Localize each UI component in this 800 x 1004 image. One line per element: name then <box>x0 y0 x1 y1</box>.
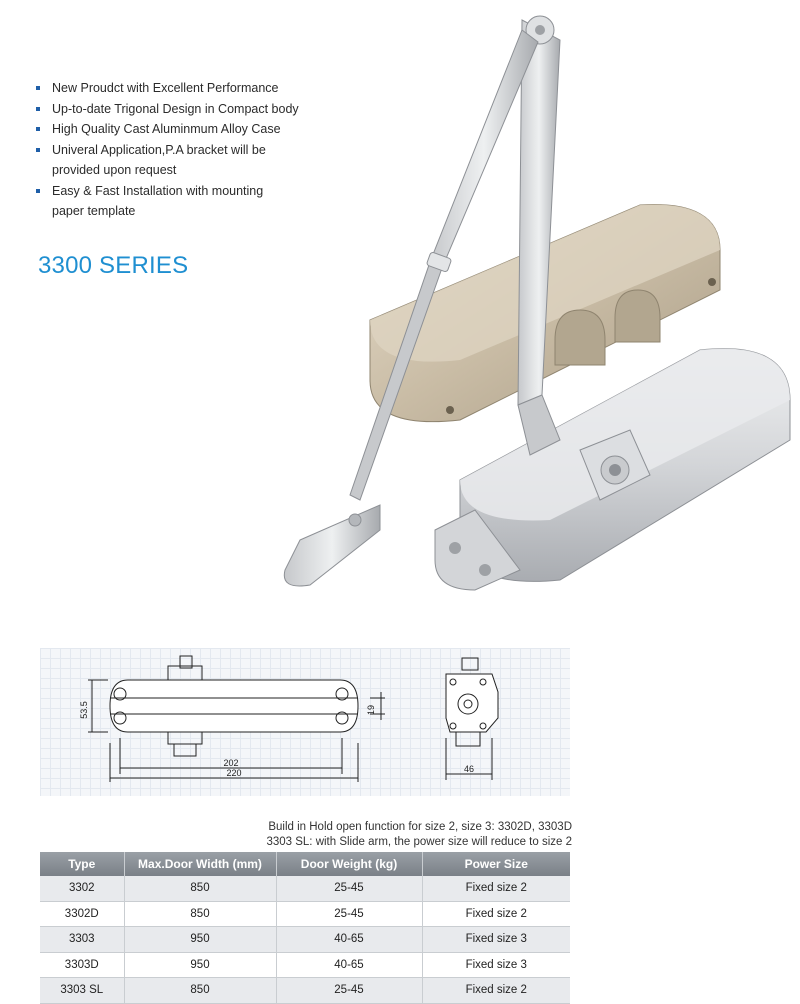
feature-item: Easy & Fast Installation with mounting <box>36 181 356 202</box>
cell-type: 3302 <box>40 876 124 901</box>
cell-power: Fixed size 2 <box>422 876 570 901</box>
table-row <box>40 927 570 953</box>
cell-type: 3302D <box>40 901 124 927</box>
feature-item: New Proudct with Excellent Performance <box>36 78 356 99</box>
note-slide-arm: 3303 SL: with Slide arm, the power size will reduce to size 2 <box>266 836 572 848</box>
side-view <box>446 658 498 780</box>
door-closer-illustration <box>260 0 800 600</box>
cell-weight: 25-45 <box>276 876 422 901</box>
cell-weight: 40-65 <box>276 952 422 978</box>
bullet-icon <box>36 189 40 193</box>
header-type: Type <box>40 852 124 876</box>
cell-power: Fixed size 3 <box>422 927 570 953</box>
cell-type: 3303 SL <box>40 978 124 1004</box>
bullet-icon <box>36 86 40 90</box>
table-row <box>40 952 570 978</box>
feature-item: Up-to-date Trigonal Design in Compact body <box>36 99 356 120</box>
header-door-weight: Door Weight (kg) <box>276 852 422 876</box>
specs-table <box>40 852 570 1004</box>
dim-side-width-label: 46 <box>463 764 475 774</box>
cell-weight: 40-65 <box>276 927 422 953</box>
header-max-door-width: Max.Door Width (mm) <box>124 852 276 876</box>
feature-item-continued: provided upon request <box>52 163 177 177</box>
dim-right-label: 19 <box>366 704 376 716</box>
dim-height-label: 53.5 <box>79 701 89 719</box>
cell-width: 850 <box>124 876 276 901</box>
bullet-icon <box>36 107 40 111</box>
feature-item: High Quality Cast Aluminmum Alloy Case <box>36 119 356 140</box>
cell-width: 950 <box>124 927 276 953</box>
cell-width: 850 <box>124 901 276 927</box>
bullet-icon <box>36 148 40 152</box>
dim-inner-width-label: 202 <box>223 758 239 768</box>
cell-width: 850 <box>124 978 276 1004</box>
cell-type: 3303 <box>40 927 124 953</box>
technical-drawing <box>40 648 570 796</box>
table-row <box>40 978 570 1004</box>
cell-weight: 25-45 <box>276 901 422 927</box>
feature-item: Univeral Application,P.A bracket will be <box>36 140 356 161</box>
cell-power: Fixed size 2 <box>422 978 570 1004</box>
cell-type: 3303D <box>40 952 124 978</box>
table-row <box>40 876 570 901</box>
cell-power: Fixed size 2 <box>422 901 570 927</box>
bullet-icon <box>36 127 40 131</box>
feature-item-continued: paper template <box>52 204 136 218</box>
table-header-row <box>40 852 570 876</box>
cell-power: Fixed size 3 <box>422 952 570 978</box>
cell-width: 950 <box>124 952 276 978</box>
series-title: 3300 SERIES <box>38 252 189 279</box>
table-row <box>40 901 570 927</box>
dim-outer-width-label: 220 <box>226 768 242 778</box>
header-power-size: Power Size <box>422 852 570 876</box>
note-hold-open: Build in Hold open function for size 2, size 3: 3302D, 3303D <box>268 821 572 833</box>
cell-weight: 25-45 <box>276 978 422 1004</box>
